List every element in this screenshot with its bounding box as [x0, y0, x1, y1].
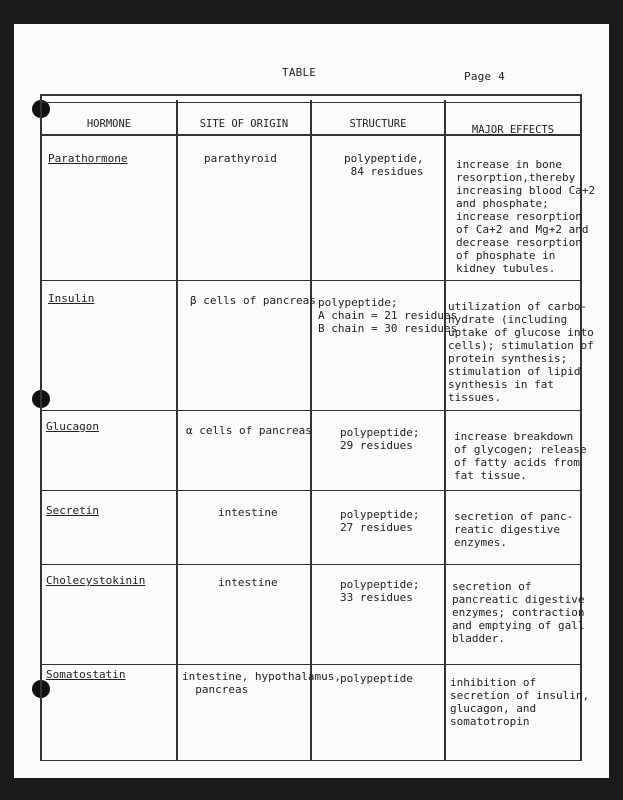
rule-bottom	[40, 760, 582, 761]
column-header-effects: MAJOR EFFECTS	[471, 124, 555, 136]
major-effects: increase breakdown of glycogen; release of fatty acids from fat tissue.	[454, 430, 587, 482]
major-effects: inhibition of secretion of insulin, glucagon, and somatotropin	[450, 676, 590, 728]
structure: polypeptide, 84 residues	[344, 152, 424, 178]
document-page	[14, 24, 609, 778]
site-of-origin: parathyroid	[204, 152, 277, 165]
major-effects: increase in bone resorption,thereby increasing blood Ca+2 and phosphate; increase resorption of Ca+2 and Mg+2 and decrease resorption of phosphate in kidney tubules.	[456, 158, 596, 275]
major-effects: utilization of carbo- hydrate (including uptake of glucose into cells); stimulation of protein synthesis; stimulation of lipid synthesis in fat tissues.	[448, 300, 594, 404]
rule-top	[40, 94, 582, 96]
hormone-name: Parathormone	[48, 152, 128, 165]
major-effects: secretion of panc- reatic digestive enzymes.	[454, 510, 574, 549]
col-divider	[40, 94, 42, 760]
column-header-structure: STRUCTURE	[349, 118, 407, 130]
hormone-name: Somatostatin	[46, 668, 126, 681]
hormone-name: Glucagon	[46, 420, 99, 433]
column-header-hormone: HORMONE	[86, 118, 132, 130]
structure: polypeptide; 29 residues	[340, 426, 420, 452]
site-of-origin: α cells of pancreas	[186, 424, 312, 437]
structure: polypeptide	[340, 672, 413, 685]
structure: polypeptide; A chain = 21 residues B chain = 30 residues	[318, 296, 458, 335]
major-effects: secretion of pancreatic digestive enzymes; contraction and emptying of gall bladder.	[452, 580, 585, 645]
table-title: TABLE	[282, 66, 317, 79]
site-of-origin: intestine, hypothalamus, pancreas	[182, 670, 341, 696]
page-number: Page 4	[464, 70, 505, 83]
site-of-origin: intestine	[218, 576, 278, 589]
structure: polypeptide; 27 residues	[340, 508, 420, 534]
column-header-site: SITE OF ORIGIN	[199, 118, 289, 130]
hormone-name: Secretin	[46, 504, 99, 517]
structure: polypeptide; 33 residues	[340, 578, 420, 604]
site-of-origin: intestine	[218, 506, 278, 519]
col-divider	[444, 100, 446, 760]
site-of-origin: β cells of pancreas	[190, 294, 316, 307]
col-divider	[176, 100, 178, 760]
hormone-name: Insulin	[48, 292, 95, 305]
hormone-name: Cholecystokinin	[46, 574, 146, 587]
